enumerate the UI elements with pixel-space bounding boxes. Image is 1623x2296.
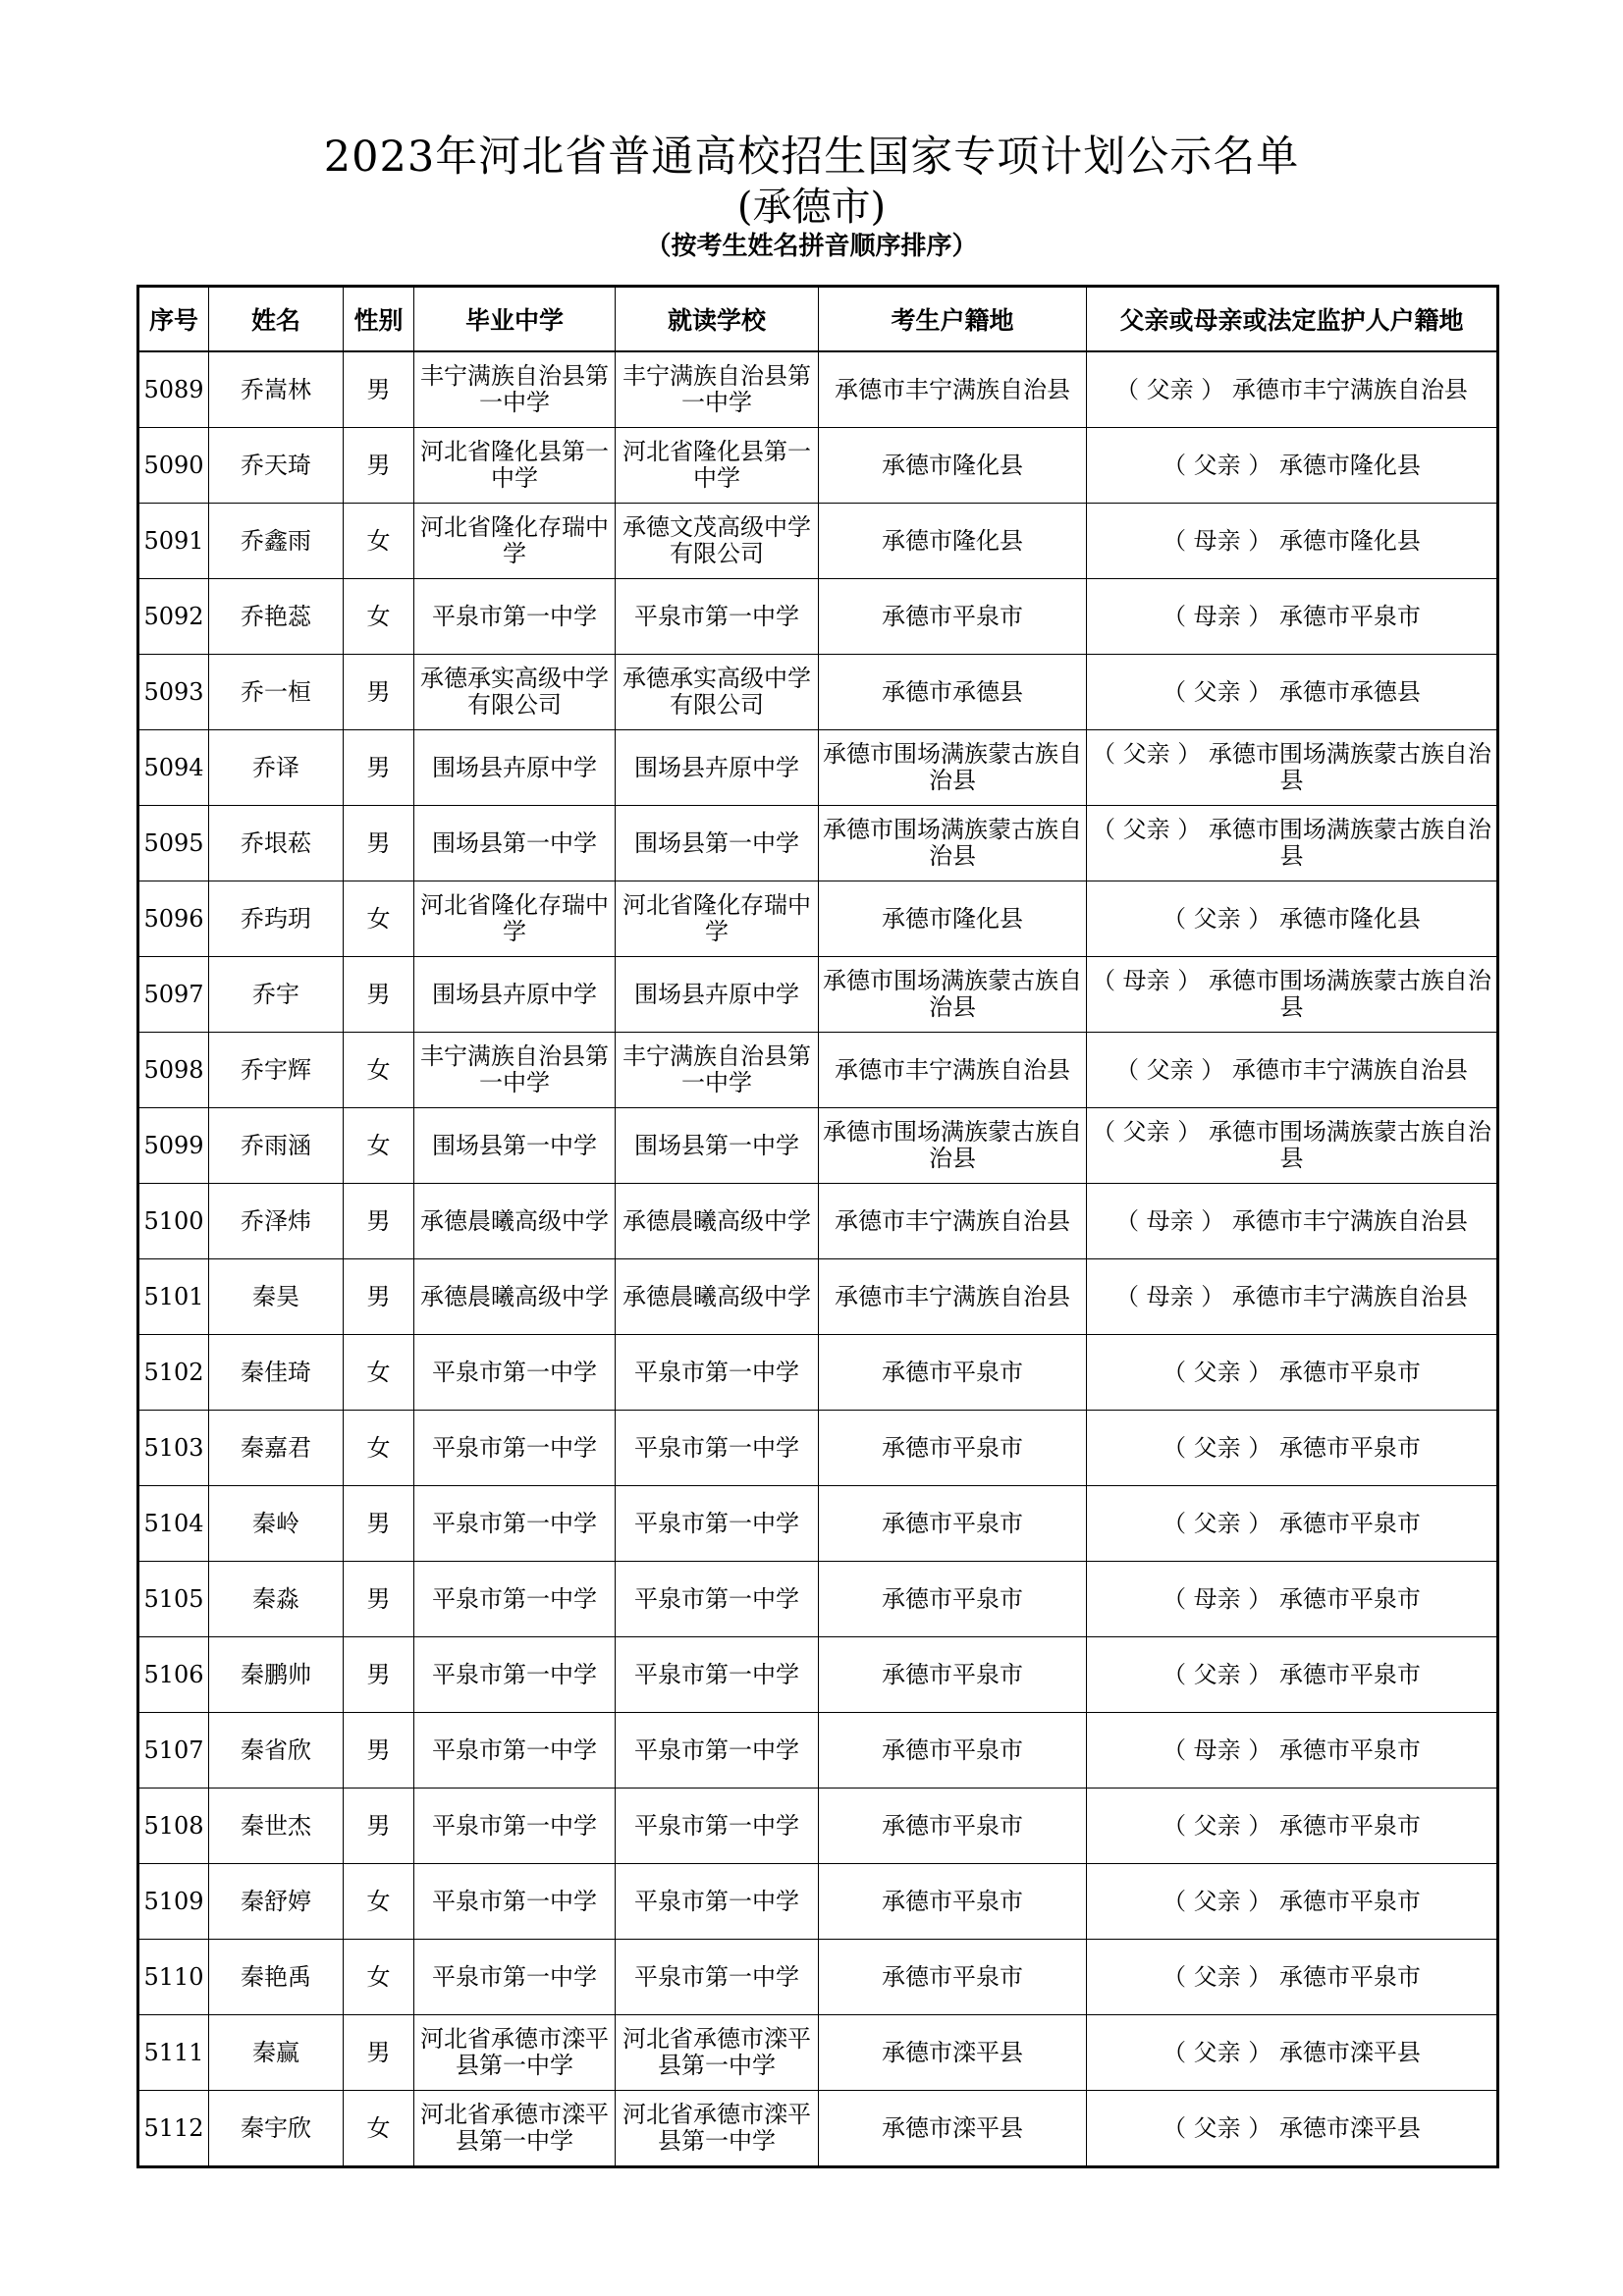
- cell-seq: 5092: [138, 579, 209, 655]
- cell-residence: 承德市围场满族蒙古族自治县: [819, 1108, 1087, 1184]
- cell-guardian-residence: （ 母亲 ） 承德市围场满族蒙古族自治县: [1087, 957, 1498, 1033]
- header-name: 姓名: [209, 287, 344, 352]
- cell-guardian-residence: （ 父亲 ） 承德市平泉市: [1087, 1864, 1498, 1940]
- cell-seq: 5109: [138, 1864, 209, 1940]
- cell-current-school: 平泉市第一中学: [616, 1789, 819, 1864]
- cell-name: 乔艳蕊: [209, 579, 344, 655]
- cell-guardian-residence: （ 父亲 ） 承德市承德县: [1087, 655, 1498, 730]
- cell-seq: 5098: [138, 1033, 209, 1108]
- cell-guardian-residence: （ 父亲 ） 承德市围场满族蒙古族自治县: [1087, 1108, 1498, 1184]
- cell-name: 乔译: [209, 730, 344, 806]
- roster-table: [136, 285, 1499, 2168]
- cell-residence: 承德市平泉市: [819, 1637, 1087, 1713]
- cell-guardian-residence: （ 父亲 ） 承德市平泉市: [1087, 1637, 1498, 1713]
- table-row: [138, 1562, 1498, 1637]
- cell-guardian-residence: （ 父亲 ） 承德市围场满族蒙古族自治县: [1087, 806, 1498, 881]
- cell-residence: 承德市平泉市: [819, 1486, 1087, 1562]
- cell-current-school: 平泉市第一中学: [616, 1486, 819, 1562]
- cell-guardian-residence: （ 母亲 ） 承德市平泉市: [1087, 1713, 1498, 1789]
- cell-gender: 男: [344, 351, 414, 428]
- cell-name: 乔嵩林: [209, 351, 344, 428]
- cell-gender: 男: [344, 2015, 414, 2091]
- cell-seq: 5103: [138, 1411, 209, 1486]
- cell-current-school: 丰宁满族自治县第一中学: [616, 1033, 819, 1108]
- cell-residence: 承德市平泉市: [819, 1713, 1087, 1789]
- table-row: [138, 1486, 1498, 1562]
- cell-gender: 男: [344, 1259, 414, 1335]
- cell-name: 乔天琦: [209, 428, 344, 504]
- table-row: [138, 730, 1498, 806]
- cell-current-school: 平泉市第一中学: [616, 1562, 819, 1637]
- table-row: [138, 957, 1498, 1033]
- cell-gender: 女: [344, 504, 414, 579]
- cell-gender: 男: [344, 1789, 414, 1864]
- cell-guardian-residence: （ 父亲 ） 承德市围场满族蒙古族自治县: [1087, 730, 1498, 806]
- cell-gender: 女: [344, 881, 414, 957]
- cell-seq: 5101: [138, 1259, 209, 1335]
- table-body: [138, 351, 1498, 2167]
- cell-guardian-residence: （ 父亲 ） 承德市滦平县: [1087, 2091, 1498, 2167]
- cell-current-school: 平泉市第一中学: [616, 1940, 819, 2015]
- cell-residence: 承德市围场满族蒙古族自治县: [819, 957, 1087, 1033]
- cell-grad-school: 平泉市第一中学: [414, 579, 616, 655]
- cell-guardian-residence: （ 母亲 ） 承德市隆化县: [1087, 504, 1498, 579]
- cell-gender: 男: [344, 806, 414, 881]
- table-header-row: [138, 287, 1498, 352]
- cell-grad-school: 河北省承德市滦平县第一中学: [414, 2091, 616, 2167]
- cell-guardian-residence: （ 父亲 ） 承德市平泉市: [1087, 1940, 1498, 2015]
- cell-grad-school: 平泉市第一中学: [414, 1713, 616, 1789]
- cell-gender: 女: [344, 579, 414, 655]
- cell-grad-school: 平泉市第一中学: [414, 1940, 616, 2015]
- cell-current-school: 围场县第一中学: [616, 1108, 819, 1184]
- cell-current-school: 承德晨曦高级中学: [616, 1259, 819, 1335]
- cell-current-school: 平泉市第一中学: [616, 1411, 819, 1486]
- cell-grad-school: 平泉市第一中学: [414, 1562, 616, 1637]
- table-row: [138, 806, 1498, 881]
- cell-name: 乔宇: [209, 957, 344, 1033]
- cell-name: 秦舒婷: [209, 1864, 344, 1940]
- cell-grad-school: 河北省隆化县第一中学: [414, 428, 616, 504]
- header-guardian-residence: 父亲或母亲或法定监护人户籍地: [1087, 287, 1498, 352]
- cell-name: 乔鑫雨: [209, 504, 344, 579]
- table-row: [138, 351, 1498, 428]
- cell-seq: 5090: [138, 428, 209, 504]
- cell-guardian-residence: （ 父亲 ） 承德市平泉市: [1087, 1486, 1498, 1562]
- cell-grad-school: 承德晨曦高级中学: [414, 1259, 616, 1335]
- cell-residence: 承德市丰宁满族自治县: [819, 1259, 1087, 1335]
- table-row: [138, 1184, 1498, 1259]
- cell-current-school: 河北省隆化县第一中学: [616, 428, 819, 504]
- cell-grad-school: 平泉市第一中学: [414, 1411, 616, 1486]
- cell-guardian-residence: （ 母亲 ） 承德市丰宁满族自治县: [1087, 1259, 1498, 1335]
- cell-grad-school: 围场县卉原中学: [414, 730, 616, 806]
- cell-seq: 5107: [138, 1713, 209, 1789]
- cell-residence: 承德市平泉市: [819, 1789, 1087, 1864]
- cell-seq: 5091: [138, 504, 209, 579]
- cell-name: 秦世杰: [209, 1789, 344, 1864]
- cell-guardian-residence: （ 父亲 ） 承德市隆化县: [1087, 428, 1498, 504]
- cell-guardian-residence: （ 母亲 ） 承德市平泉市: [1087, 1562, 1498, 1637]
- cell-residence: 承德市围场满族蒙古族自治县: [819, 806, 1087, 881]
- cell-name: 乔玙玥: [209, 881, 344, 957]
- header-residence: 考生户籍地: [819, 287, 1087, 352]
- cell-name: 秦宇欣: [209, 2091, 344, 2167]
- cell-grad-school: 丰宁满族自治县第一中学: [414, 1033, 616, 1108]
- table-row: [138, 1033, 1498, 1108]
- cell-residence: 承德市滦平县: [819, 2015, 1087, 2091]
- cell-guardian-residence: （ 母亲 ） 承德市平泉市: [1087, 579, 1498, 655]
- cell-seq: 5094: [138, 730, 209, 806]
- cell-seq: 5112: [138, 2091, 209, 2167]
- cell-grad-school: 平泉市第一中学: [414, 1789, 616, 1864]
- cell-grad-school: 平泉市第一中学: [414, 1637, 616, 1713]
- cell-name: 秦省欣: [209, 1713, 344, 1789]
- table-row: [138, 881, 1498, 957]
- table-row: [138, 428, 1498, 504]
- cell-current-school: 承德晨曦高级中学: [616, 1184, 819, 1259]
- cell-guardian-residence: （ 父亲 ） 承德市丰宁满族自治县: [1087, 351, 1498, 428]
- cell-name: 秦佳琦: [209, 1335, 344, 1411]
- cell-name: 秦昊: [209, 1259, 344, 1335]
- cell-name: 秦艳禹: [209, 1940, 344, 2015]
- cell-gender: 男: [344, 1184, 414, 1259]
- cell-gender: 女: [344, 1335, 414, 1411]
- cell-gender: 女: [344, 1108, 414, 1184]
- cell-seq: 5093: [138, 655, 209, 730]
- table-row: [138, 1637, 1498, 1713]
- cell-name: 乔垠菘: [209, 806, 344, 881]
- cell-current-school: 承德文茂高级中学有限公司: [616, 504, 819, 579]
- cell-gender: 男: [344, 1486, 414, 1562]
- cell-grad-school: 承德晨曦高级中学: [414, 1184, 616, 1259]
- cell-gender: 男: [344, 428, 414, 504]
- table-row: [138, 1411, 1498, 1486]
- cell-grad-school: 承德承实高级中学有限公司: [414, 655, 616, 730]
- cell-residence: 承德市承德县: [819, 655, 1087, 730]
- sort-note: （按考生姓名拼音顺序排序）: [645, 232, 978, 261]
- table-row: [138, 2091, 1498, 2167]
- cell-gender: 男: [344, 957, 414, 1033]
- table-row: [138, 1940, 1498, 2015]
- table-row: [138, 1713, 1498, 1789]
- cell-seq: 5111: [138, 2015, 209, 2091]
- table-row: [138, 504, 1498, 579]
- cell-guardian-residence: （ 父亲 ） 承德市平泉市: [1087, 1411, 1498, 1486]
- cell-grad-school: 围场县第一中学: [414, 1108, 616, 1184]
- cell-residence: 承德市平泉市: [819, 1864, 1087, 1940]
- header-seq: 序号: [138, 287, 209, 352]
- page-title: 2023年河北省普通高校招生国家专项计划公示名单: [323, 133, 1300, 182]
- cell-gender: 女: [344, 1411, 414, 1486]
- cell-seq: 5089: [138, 351, 209, 428]
- cell-name: 秦淼: [209, 1562, 344, 1637]
- cell-name: 秦岭: [209, 1486, 344, 1562]
- cell-current-school: 平泉市第一中学: [616, 1637, 819, 1713]
- cell-residence: 承德市平泉市: [819, 1335, 1087, 1411]
- cell-current-school: 河北省承德市滦平县第一中学: [616, 2015, 819, 2091]
- cell-current-school: 丰宁满族自治县第一中学: [616, 351, 819, 428]
- cell-residence: 承德市平泉市: [819, 1562, 1087, 1637]
- cell-current-school: 平泉市第一中学: [616, 1713, 819, 1789]
- cell-current-school: 围场县卉原中学: [616, 730, 819, 806]
- cell-gender: 女: [344, 1864, 414, 1940]
- header-gender: 性别: [344, 287, 414, 352]
- cell-residence: 承德市隆化县: [819, 504, 1087, 579]
- cell-guardian-residence: （ 父亲 ） 承德市丰宁满族自治县: [1087, 1033, 1498, 1108]
- cell-grad-school: 平泉市第一中学: [414, 1864, 616, 1940]
- header-grad-school: 毕业中学: [414, 287, 616, 352]
- cell-residence: 承德市平泉市: [819, 579, 1087, 655]
- table-row: [138, 1335, 1498, 1411]
- cell-grad-school: 围场县第一中学: [414, 806, 616, 881]
- page-subtitle: (承德市): [736, 185, 887, 230]
- cell-gender: 男: [344, 730, 414, 806]
- cell-seq: 5097: [138, 957, 209, 1033]
- cell-current-school: 平泉市第一中学: [616, 1864, 819, 1940]
- cell-name: 秦鹏帅: [209, 1637, 344, 1713]
- cell-residence: 承德市围场满族蒙古族自治县: [819, 730, 1087, 806]
- cell-grad-school: 河北省隆化存瑞中学: [414, 881, 616, 957]
- table-row: [138, 1108, 1498, 1184]
- cell-gender: 女: [344, 1940, 414, 2015]
- cell-grad-school: 河北省承德市滦平县第一中学: [414, 2015, 616, 2091]
- cell-gender: 女: [344, 1033, 414, 1108]
- cell-current-school: 河北省承德市滦平县第一中学: [616, 2091, 819, 2167]
- cell-seq: 5104: [138, 1486, 209, 1562]
- cell-seq: 5110: [138, 1940, 209, 2015]
- cell-residence: 承德市平泉市: [819, 1411, 1087, 1486]
- cell-name: 乔宇辉: [209, 1033, 344, 1108]
- cell-current-school: 河北省隆化存瑞中学: [616, 881, 819, 957]
- cell-residence: 承德市丰宁满族自治县: [819, 1184, 1087, 1259]
- cell-guardian-residence: （ 父亲 ） 承德市平泉市: [1087, 1335, 1498, 1411]
- cell-grad-school: 平泉市第一中学: [414, 1335, 616, 1411]
- cell-residence: 承德市平泉市: [819, 1940, 1087, 2015]
- header-current-school: 就读学校: [616, 287, 819, 352]
- cell-residence: 承德市隆化县: [819, 428, 1087, 504]
- cell-grad-school: 围场县卉原中学: [414, 957, 616, 1033]
- table-row: [138, 1789, 1498, 1864]
- cell-guardian-residence: （ 父亲 ） 承德市隆化县: [1087, 881, 1498, 957]
- cell-seq: 5099: [138, 1108, 209, 1184]
- table-row: [138, 655, 1498, 730]
- cell-residence: 承德市丰宁满族自治县: [819, 1033, 1087, 1108]
- cell-current-school: 平泉市第一中学: [616, 1335, 819, 1411]
- cell-seq: 5095: [138, 806, 209, 881]
- cell-residence: 承德市隆化县: [819, 881, 1087, 957]
- cell-name: 秦赢: [209, 2015, 344, 2091]
- cell-guardian-residence: （ 父亲 ） 承德市滦平县: [1087, 2015, 1498, 2091]
- cell-current-school: 围场县第一中学: [616, 806, 819, 881]
- cell-grad-school: 丰宁满族自治县第一中学: [414, 351, 616, 428]
- cell-gender: 男: [344, 655, 414, 730]
- cell-gender: 男: [344, 1713, 414, 1789]
- cell-current-school: 平泉市第一中学: [616, 579, 819, 655]
- cell-grad-school: 河北省隆化存瑞中学: [414, 504, 616, 579]
- cell-guardian-residence: （ 父亲 ） 承德市平泉市: [1087, 1789, 1498, 1864]
- cell-current-school: 承德承实高级中学有限公司: [616, 655, 819, 730]
- cell-seq: 5100: [138, 1184, 209, 1259]
- table-row: [138, 579, 1498, 655]
- cell-seq: 5096: [138, 881, 209, 957]
- cell-gender: 女: [344, 2091, 414, 2167]
- cell-name: 秦嘉君: [209, 1411, 344, 1486]
- cell-current-school: 围场县卉原中学: [616, 957, 819, 1033]
- cell-gender: 男: [344, 1637, 414, 1713]
- cell-seq: 5106: [138, 1637, 209, 1713]
- cell-name: 乔泽炜: [209, 1184, 344, 1259]
- cell-residence: 承德市丰宁满族自治县: [819, 351, 1087, 428]
- table-row: [138, 2015, 1498, 2091]
- cell-name: 乔雨涵: [209, 1108, 344, 1184]
- cell-seq: 5105: [138, 1562, 209, 1637]
- table-row: [138, 1259, 1498, 1335]
- cell-seq: 5102: [138, 1335, 209, 1411]
- cell-name: 乔一桓: [209, 655, 344, 730]
- cell-gender: 男: [344, 1562, 414, 1637]
- cell-residence: 承德市滦平县: [819, 2091, 1087, 2167]
- cell-guardian-residence: （ 母亲 ） 承德市丰宁满族自治县: [1087, 1184, 1498, 1259]
- cell-grad-school: 平泉市第一中学: [414, 1486, 616, 1562]
- cell-seq: 5108: [138, 1789, 209, 1864]
- table-row: [138, 1864, 1498, 1940]
